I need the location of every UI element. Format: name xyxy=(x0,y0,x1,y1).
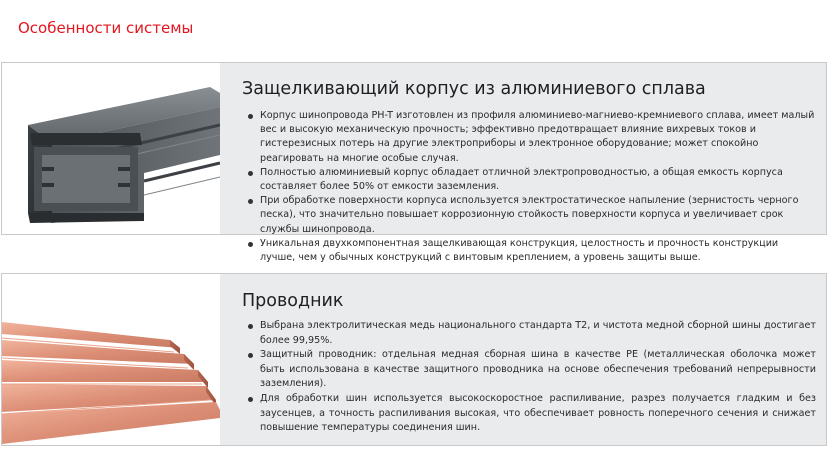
bullet-item: Корпус шинопровода PH-T изготовлен из профиля алюминиево-магниево-кремниевого сплава, имеет малый вес и высокую механическую прочность; эффективно предотвращает влияние вихревых токов и гистерезисных потерь на другие электроприборы и электронное оборудование; может спокойно реагировать на многие особые случая. xyxy=(248,109,816,166)
bullet-item: Выбрана электролитическая медь национального стандарта T2, и чистота медной сборной шины достигает более 99,95%. xyxy=(248,319,816,348)
feature-card-conductor xyxy=(1,273,827,446)
conductor-image xyxy=(2,274,220,445)
section-heading: Проводник xyxy=(242,291,344,311)
bullet-item: Для обработки шин используется высокоскоростное распиливание, разрез получается гладким и без заусенцев, а точность распиливания высокая, что обеспечивает ровность поперечного сечения и снижает повышение температуры соединения шин. xyxy=(248,392,816,436)
page-title: Особенности системы xyxy=(18,19,194,37)
feature-card-housing xyxy=(1,62,827,264)
bullet-list xyxy=(248,319,816,436)
bullet-list xyxy=(248,109,816,265)
copper-bars-illustration xyxy=(2,274,220,447)
bullet-item: Уникальная двухкомпонентная защелкивающая конструкция, целостность и прочность конструкции лучше, чем у обычных конструкций с винтовым креплением, а уровень защиты выше. xyxy=(248,237,816,265)
section-heading: Защелкивающий корпус из алюминиевого сплава xyxy=(242,79,706,99)
bullet-item: При обработке поверхности корпуса используется электростатическое напыление (зернистость черного песка), что значительно повышает коррозионную стойкость поверхности корпуса и увеличивает срок службы шинопровода. xyxy=(248,194,816,237)
housing-image xyxy=(2,63,220,234)
bullet-item: Полностью алюминиевый корпус обладает отличной электропроводностью, а общая емкость корпуса составляет более 50% от емкости заземления. xyxy=(248,166,816,194)
aluminum-housing-illustration xyxy=(2,63,220,236)
bullet-item: Защитный проводник: отдельная медная сборная шина в качестве PE (металлическая оболочка может быть использована в качестве защитного проводника на основе обеспечения требований непрерывности заземления). xyxy=(248,348,816,392)
conductor-description-panel xyxy=(220,274,826,445)
housing-description-panel xyxy=(220,63,826,264)
